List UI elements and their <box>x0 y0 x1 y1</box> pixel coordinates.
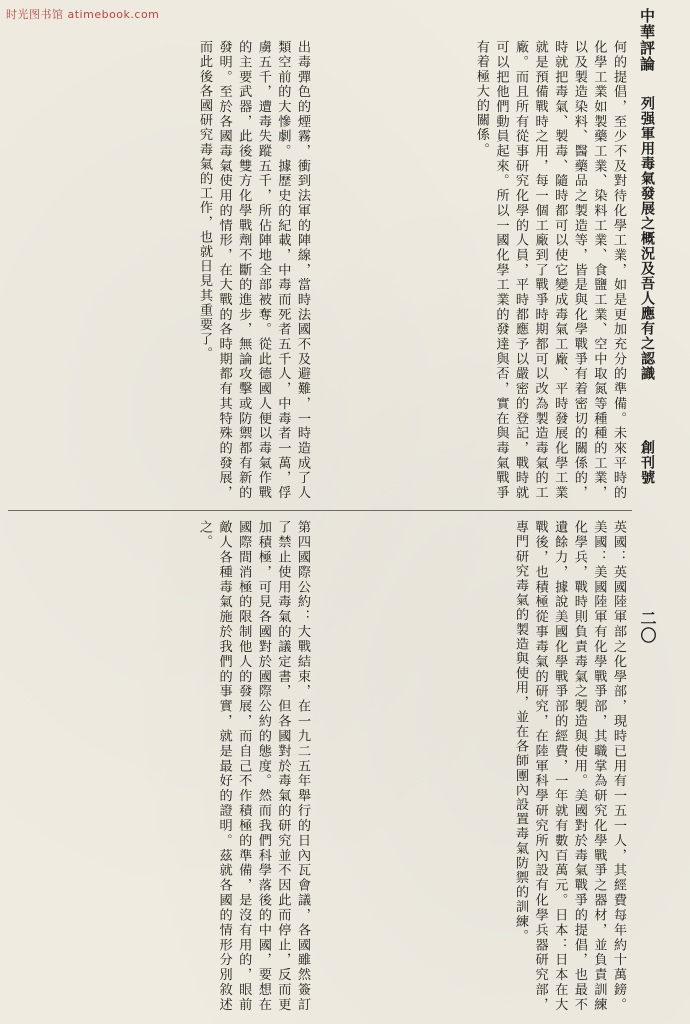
page-number: 二〇 <box>638 610 657 644</box>
article-title: 列强軍用毒氣發展之概況及吾人應有之認識 <box>639 96 655 381</box>
text-column-lower-left <box>12 520 312 1012</box>
paragraph: 英國：英國陸軍部之化學部，現時已用有一五一人，其經費每年約十萬鎊。美國：美國陸軍有化學戰爭部，其職掌為研究化學戰爭之器材，並負責訓練化學兵，戰時則負責毒氣之製造與使用。美國對於毒氣戰爭的提倡，也最不遺餘力，據說美國化學戰爭部的經費，一年就有數百萬元。日本：日本在大戰後，也積極從事毒氣的研究，在陸軍科學研究所內設有化學兵器研究部，專門研究毒氣的製造與使用，並在各師團內設置毒氣防禦的訓練。 <box>513 520 626 1012</box>
paragraph: 第四國際公約：大戰結束，在一九二五年舉行的日內瓦會議，各國雖然簽訂了禁止使用毒氣的議定書，但各國對於毒氣的研究並不因此而停止，反而更加積極，可見各國對於國際公約的態度。然而我們科學落後的中國，要想在國際間消極的限制他人的發展，而自己不作積極的準備，是沒有用的，眼前敵人各種毒氣施於我們的事實，就是最好的證明。茲就各國的情形分別敘述之。 <box>197 520 310 1012</box>
issue-label: 創刊號 <box>639 440 655 485</box>
journal-name: 中華評論 <box>638 8 656 72</box>
text-column-upper-left <box>12 40 312 500</box>
section-divider <box>8 510 632 511</box>
text-column-upper-right <box>318 40 628 500</box>
paragraph: 何的提倡，至少不及對待化學工業，如是更加充分的準備。未來平時的化學工業如製藥工業、染料工業、食鹽工業、空中取氮等種種的工業，以及製造染料、醫藥品之製造等，皆是與化學戰爭有着密切的關係的，時就把毒氣、製毒、隨時都可以使它變成毒氣工廠、平時發展化學工業就是預備戰時之用，每一個工廠到了戰爭時期都可以改為製造毒氣的工廠。而且所有從事研究化學的人員，平時都應予以嚴密的登記，戰時就可以把他們動員起來。所以一國化學工業的發達與否，實在與毒氣戰爭有着極大的關係。 <box>473 40 626 500</box>
paragraph: 出毒彈色的煙霧，衝到法軍的陣線，當時法國不及避難，一時造成了人類空前的大慘劇。據歷史的紀載，中毒而死者五千人，中毒者一萬，俘虜五千，遭毒失蹤五千，所佔陣地全部被奪。從此德國人便以毒氣作戰的主要武器，此後雙方化學戰劑不斷的進步，無論攻擊或防禦都有新的發明。至於各國毒氣使用的情形，在大戰的各時期都有其特殊的發展，而此後各國研究毒氣的工作，也就日見其重要了。 <box>197 40 310 500</box>
text-column-lower-right <box>318 520 628 1012</box>
site-watermark: 时光图书馆 atimebook.com <box>6 8 160 21</box>
